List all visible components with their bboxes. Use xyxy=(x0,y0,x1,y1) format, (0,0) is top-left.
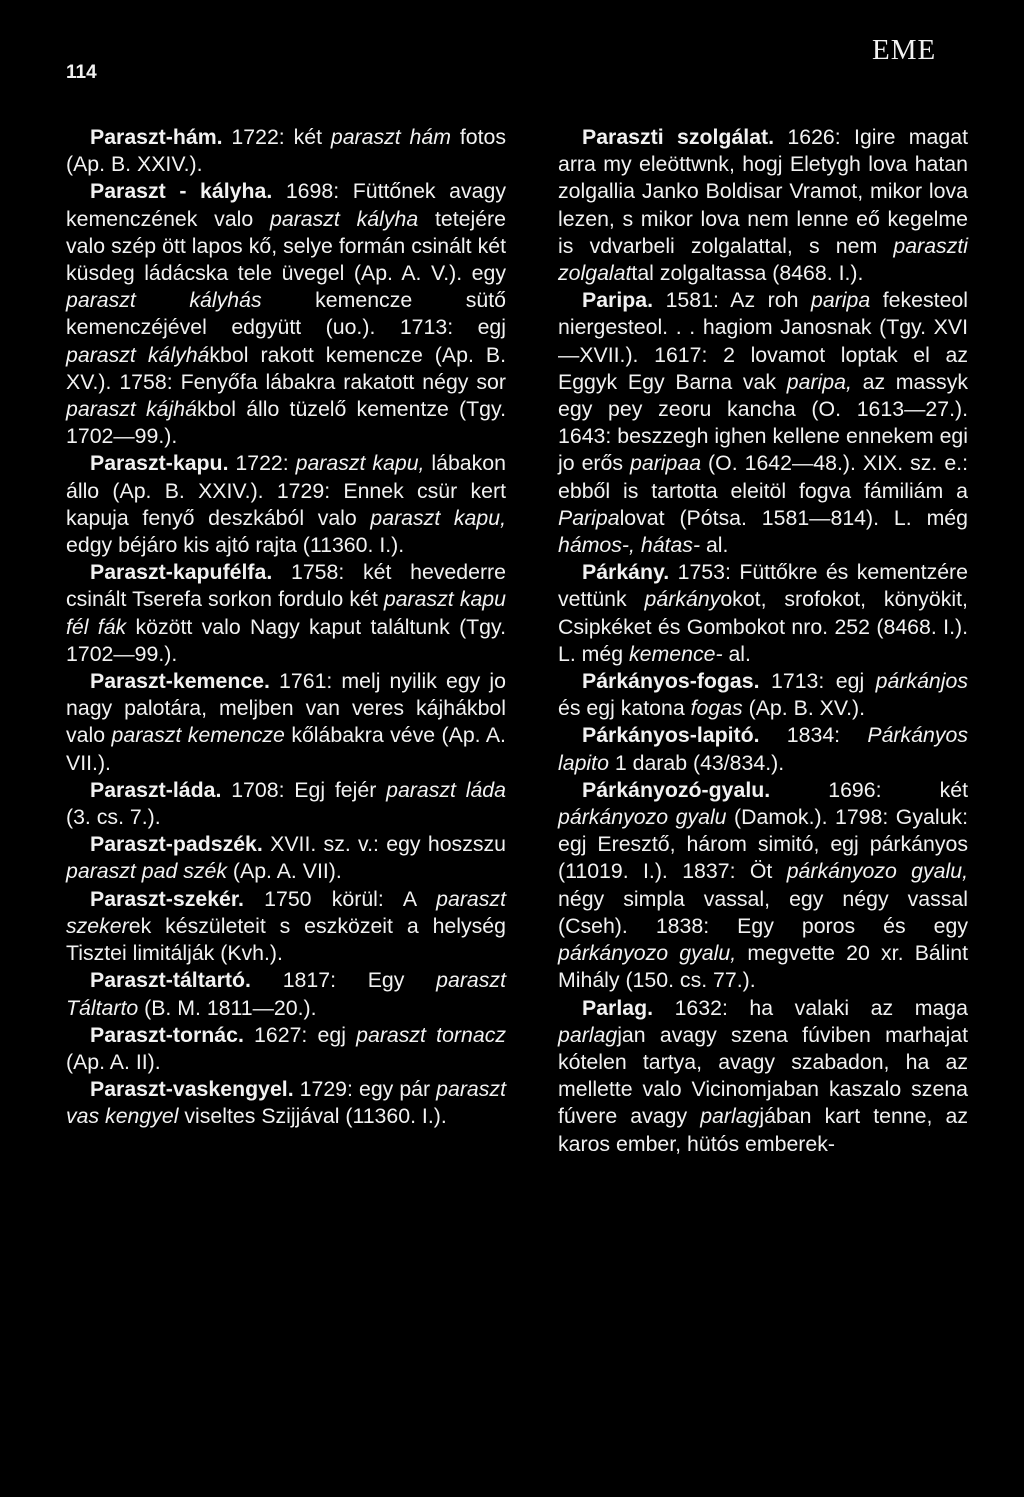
entry-text: 1626: Igire magat arra my eleöttwnk, hogj Eletygh lova hatan zolgallia Janko Boldisar Vramot, mikor lova lezen, s mikor lova nem lenne eő kegelme is vdvarbeli zolgalattal, s nem xyxy=(558,125,968,258)
entry-headword: Parlag. xyxy=(582,995,654,1020)
entry-text: négy simpla vassal, egy négy vassal (Cseh). 1838: Egy poros és egy xyxy=(558,886,968,938)
entry-citation-italic: paraszt kájhá xyxy=(66,397,197,422)
entry-text: ek készületeit s eszközeit a helység Tisztei limitálják (Kvh.). xyxy=(66,913,506,966)
entry-citation-italic: párkányozo gyalu, xyxy=(558,941,737,966)
entry-text: (Ap. A. VII). xyxy=(227,859,342,884)
dictionary-entry xyxy=(558,559,968,668)
entry-citation-italic: paraszt kapu, xyxy=(370,505,506,530)
entry-text: kbol állo tüzelő kementze (Tgy. 1702—99.). xyxy=(66,397,506,449)
entry-citation-italic: Párkányos lapito xyxy=(558,723,968,775)
entry-citation-italic: fogas xyxy=(690,696,743,721)
entry-text: 1722: két xyxy=(222,125,331,149)
entry-citation-italic: párkányozo gyalu xyxy=(558,805,727,830)
entry-text: okot, srofokot, könyökit, Csipkéket és Gombokot nro. 252 (8468. I.). L. még xyxy=(558,587,968,666)
entry-text: (Ap. A. II). xyxy=(66,1049,161,1074)
entry-text: kemencze sütő kemenczéjével edgyütt (uo.). 1713: egj xyxy=(66,288,506,340)
dictionary-entry xyxy=(66,886,506,968)
entry-text: 1722: xyxy=(228,451,296,476)
entry-text: (B. M. 1811—20.). xyxy=(138,995,317,1020)
entry-headword: Paraszt-kapufélfa. xyxy=(90,560,273,585)
entry-text: al. xyxy=(700,533,729,558)
entry-headword: Párkány. xyxy=(582,560,670,585)
entry-text: 1761: melj nyilik egy jo nagy palotára, meljben van veres kájhákbol valo xyxy=(66,669,506,748)
entry-text: 1 darab (43/834.). xyxy=(608,750,785,775)
entry-text: jan avagy szena fúviben marhajat kótelen tartya, avagy szabadon, ha az mellette valo Vicinomjaban kaszalo szena fúvere avagy xyxy=(558,1022,968,1129)
entry-headword: Paraszt-tornác. xyxy=(90,1022,244,1047)
entry-citation-italic: paraszt hám xyxy=(330,125,451,149)
entry-citation-italic: paripa, xyxy=(786,369,852,394)
entry-headword: Paraszt-táltartó. xyxy=(90,968,251,993)
entry-citation-italic: paripaa xyxy=(630,451,702,476)
entry-citation-italic: paraszt kályhás xyxy=(66,288,262,313)
entry-text: viseltes Szijjával (11360. I.). xyxy=(178,1104,447,1129)
dictionary-entry xyxy=(558,995,968,1158)
entry-text: tal zolgaltassa (8468. I.). xyxy=(631,261,864,286)
entry-headword: Párkányos-fogas. xyxy=(582,669,760,694)
dictionary-entry xyxy=(66,831,506,885)
entry-text: tetejére valo szép ött lapos kő, selye formán csinált két küsdeg ládácska tele üvegel (Ap. A. V.). egy xyxy=(66,206,506,286)
dictionary-entry xyxy=(66,559,506,668)
entry-text: (Damok.). 1798: Gyaluk: egj Eresztő, három simitó, egj párkányos (11019. I.). 1837: Öt xyxy=(558,805,968,884)
entry-text: 1627: egj xyxy=(243,1022,357,1047)
entry-headword: Párkányozó-gyalu. xyxy=(582,777,771,802)
entry-headword: Paraszt-vaskengyel. xyxy=(90,1077,294,1102)
right-column xyxy=(558,124,968,1158)
entry-text: edgy béjáro kis ajtó rajta (11360. I.). xyxy=(66,533,405,558)
dictionary-entry xyxy=(66,967,506,1021)
dictionary-entry xyxy=(66,1022,506,1076)
dictionary-entry xyxy=(558,124,968,287)
dictionary-entry xyxy=(66,668,506,777)
dictionary-entry xyxy=(558,668,968,722)
entry-headword: Paraszt-kapu. xyxy=(90,451,229,476)
entry-text: 1758: két hevederre csinált Tserefa sorkon fordulo két xyxy=(66,560,506,612)
entry-headword: Paraszt - kályha. xyxy=(90,179,273,204)
entry-text: (O. 1642—48.). XIX. sz. e.: ebből is tartotta eleitöl fogva fámiliám a xyxy=(558,451,968,503)
dictionary-entry xyxy=(66,777,506,831)
entry-citation-italic: párkányozo gyalu, xyxy=(786,859,968,884)
dictionary-entry xyxy=(558,777,968,995)
entry-citation-italic: paraszt pad szék xyxy=(66,859,227,884)
entry-text: 1581: Az roh xyxy=(653,288,811,313)
entry-citation-italic: paraszt kemencze xyxy=(111,723,285,748)
dictionary-entry xyxy=(558,287,968,559)
entry-text: 1817: Egy xyxy=(250,968,437,993)
running-head: EME xyxy=(872,34,937,66)
dictionary-entry xyxy=(66,124,506,178)
entry-text: (3. cs. 7.). xyxy=(66,805,161,830)
entry-citation-italic: parlag xyxy=(700,1104,760,1129)
entry-headword: Párkányos-lapitó. xyxy=(582,723,760,748)
entry-headword: Paraszt-szekér. xyxy=(90,886,244,911)
entry-citation-italic: kemence- xyxy=(629,641,723,666)
entry-citation-italic: paraszti zolgalat xyxy=(558,233,968,286)
entry-text: megvette 20 xr. Bálint Mihály (150. cs. 77.). xyxy=(558,941,968,993)
entry-text: 1753: Füttőkre és kementzére vettünk xyxy=(558,560,968,612)
entry-text: kbol rakott kemencze (Ap. B. XV.). 1758: Fenyőfa lábakra rakatott négy sor xyxy=(66,342,506,394)
entry-headword: Paraszt-padszék. xyxy=(90,832,263,857)
entry-citation-italic: paraszt kályhá xyxy=(66,342,210,367)
entry-headword: Paraszt-hám. xyxy=(90,125,223,149)
entry-text: 1713: egj xyxy=(759,669,876,694)
entry-citation-italic: párkánjos xyxy=(875,669,968,694)
entry-text: al. xyxy=(722,641,751,666)
entry-citation-italic: paraszt tornacz xyxy=(356,1022,506,1047)
entry-text: (Ap. B. XV.). xyxy=(742,696,866,721)
entry-text: között valo Nagy kaput találtunk (Tgy. 1702—99.). xyxy=(66,614,506,666)
entry-citation-italic: paraszt kályha xyxy=(270,206,419,231)
entry-citation-italic: paraszt kapu, xyxy=(295,451,425,476)
entry-headword: Paraszti szolgálat. xyxy=(582,125,775,149)
entry-text: lovat (Pótsa. 1581—814). L. még xyxy=(619,505,968,530)
dictionary-entry xyxy=(66,178,506,450)
entry-headword: Paraszt-kemence. xyxy=(90,669,270,694)
entry-text: 1750 körül: A xyxy=(243,886,437,911)
dictionary-entry xyxy=(66,1076,506,1130)
entry-citation-italic: paraszt vas kengyel xyxy=(66,1077,506,1129)
entry-citation-italic: paraszt láda xyxy=(386,777,506,802)
entry-citation-italic: hámos-, hátas- xyxy=(558,533,701,558)
dictionary-entry xyxy=(66,450,506,559)
entry-text: fekesteol niergesteol. . . hagiom Janosnak (Tgy. XVI—XVII.). 1617: 2 lovamot loptak el az Eggyk Egy Barna vak xyxy=(558,288,968,394)
entry-headword: Paripa. xyxy=(582,288,654,313)
entry-text: és egj katona xyxy=(558,696,691,721)
entry-text: 1708: Egj fejér xyxy=(221,777,387,802)
entry-citation-italic: Paripa xyxy=(558,505,620,530)
entry-citation-italic: paripa xyxy=(811,288,871,313)
entry-text: az massyk egy pey zeoru kancha (O. 1613—27.). 1643: beszzegh ighen kellene ennekem egi jo erős xyxy=(558,369,968,476)
entry-text: 1834: xyxy=(759,723,868,748)
left-column xyxy=(66,124,506,1131)
entry-text: kőlábakra véve (Ap. A. VII.). xyxy=(66,723,506,775)
page-number: 114 xyxy=(66,62,97,83)
entry-text: 1632: ha valaki az maga xyxy=(653,995,968,1020)
entry-text: 1729: egy pár xyxy=(293,1077,437,1102)
entry-citation-italic: paraszt szeker xyxy=(66,886,506,938)
entry-citation-italic: paraszt Táltarto xyxy=(66,968,506,1020)
entry-text: 1698: Füttőnek avagy kemenczének valo xyxy=(66,179,506,231)
entry-headword: Paraszt-láda. xyxy=(90,777,222,802)
entry-text: jában kart tenne, az karos ember, hütós emberek- xyxy=(558,1104,968,1156)
dictionary-entry xyxy=(558,722,968,776)
entry-citation-italic: paraszt kapu fél fák xyxy=(66,587,506,639)
entry-citation-italic: parlag xyxy=(558,1022,618,1047)
entry-text: 1696: két xyxy=(770,777,968,802)
entry-text: lábakon állo (Ap. B. XXIV.). 1729: Ennek csür kert kapuja fenyő deszkából valo xyxy=(66,451,506,530)
entry-citation-italic: párkány xyxy=(644,587,721,612)
entry-text: XVII. sz. v.: egy hoszszu xyxy=(262,832,506,857)
entry-text: fotos (Ap. B. XXIV.). xyxy=(66,125,506,177)
